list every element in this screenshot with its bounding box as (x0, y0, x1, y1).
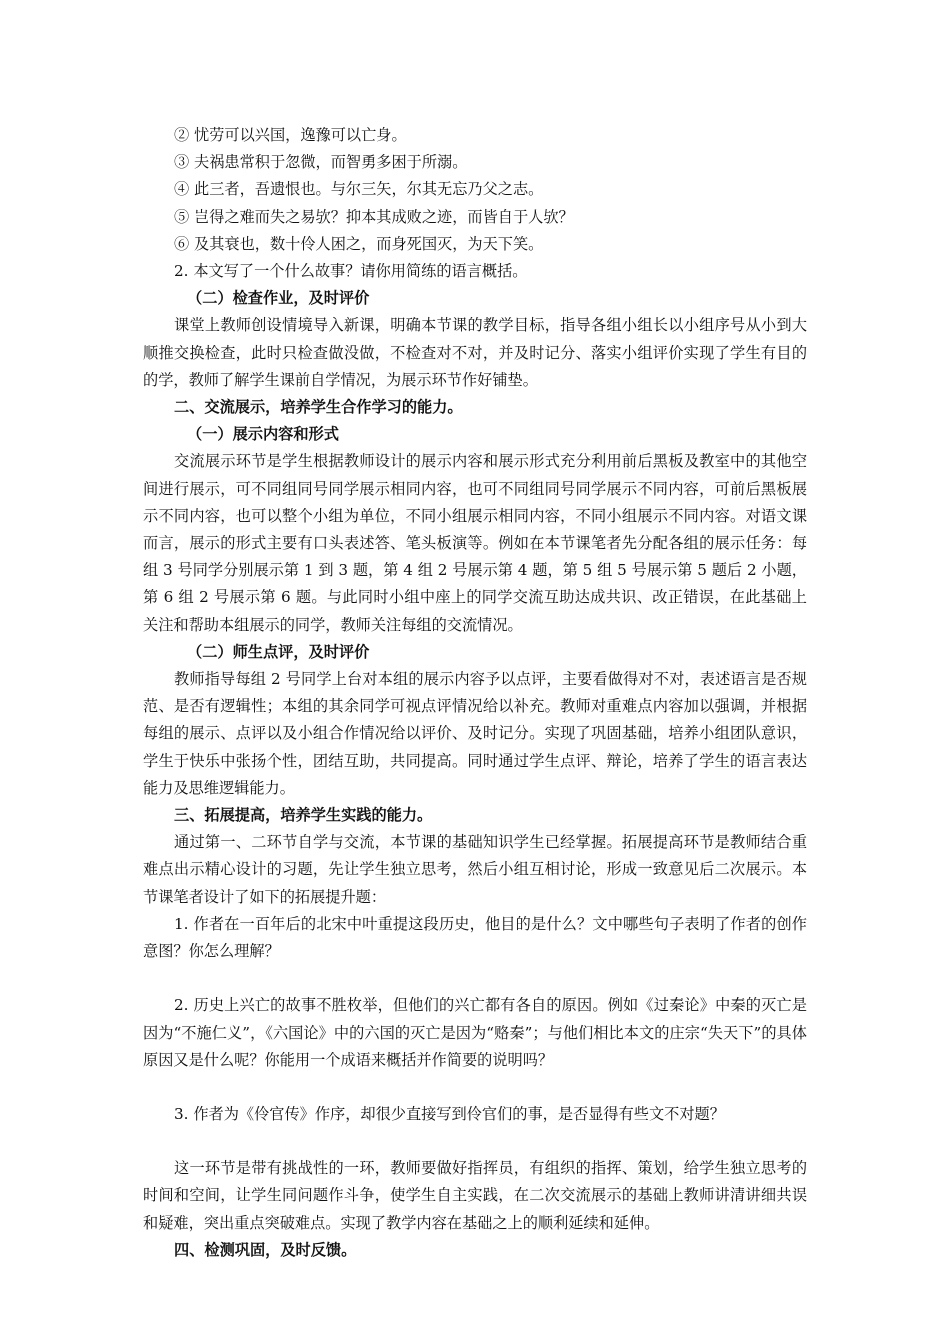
extension-question-2: 2. 历史上兴亡的故事不胜枚举，但他们的兴亡都有各自的原因。例如《过秦论》中秦的灭亡是因为“不施仁义”，《六国论》中的六国的灭亡是因为“赂秦”；与他们相比本文的庄宗“失天下”的具体原因又是什么呢？你能用一个成语来概括并作简要的说明吗？ (143, 996, 807, 1069)
paragraph-check-homework: 课堂上教师创设情境导入新课，明确本节课的教学目标，指导各组小组长以小组序号从小到大顺推交换检查，此时只检查做没做，不检查对不对，并及时记分、落实小组评价实现了学生有目的的学，教师了解学生课前自学情况，为展示环节作好铺垫。 (143, 316, 807, 389)
extension-question-1: 1. 作者在一百年后的北宋中叶重提这段历史，他目的是什么？文中哪些句子表明了作者的创作意图？你怎么理解？ (143, 914, 807, 961)
subheading-display-content: （一）展示内容和形式 (187, 425, 339, 444)
paragraph-peer-review: 教师指导每组 2 号同学上台对本组的展示内容予以点评，主要看做得对不对，表述语言是否规范、是否有逻辑性；本组的其余同学可视点评情况给以补充。教师对重难点内容加以强调，并根据每组的展示、点评以及小组合作情况给以评价、及时记分。实现了巩固基础，培养小组团队意识，学生于快乐中张扬个性，团结互助，共同提高。同时通过学生点评、辩论，培养了学生的语言表达能力及思维逻辑能力。 (143, 670, 807, 797)
spacer (143, 1074, 807, 1101)
spacer (143, 965, 807, 992)
subheading-peer-review: （二）师生点评，及时评价 (187, 642, 370, 661)
extension-question-3: 3. 作者为《伶官传》作序，却很少直接写到伶官们的事，是否显得有些文不对题？ (174, 1104, 725, 1123)
section-2-heading: 二、交流展示，培养学生合作学习的能力。 (174, 398, 463, 417)
spacer (143, 1128, 807, 1155)
paragraph-extension-intro: 通过第一、二环节自学与交流，本节课的基础知识学生已经掌握。拓展提高环节是教师结合重难点出示精心设计的习题，先让学生独立思考，然后小组互相讨论，形成一致意见后二次展示。本节课笔者设计了如下的拓展提升题： (143, 833, 807, 906)
document-page (143, 122, 807, 1264)
section-4-heading: 四、检测巩固，及时反馈。 (174, 1240, 357, 1259)
section-3-heading: 三、拓展提高，培养学生实践的能力。 (174, 806, 433, 825)
quote-item-6: ⑥ 及其衰也，数十伶人困之，而身死国灭，为天下笑。 (174, 234, 544, 253)
quote-item-3: ③ 夫祸患常积于忽微，而智勇多困于所溺。 (174, 153, 468, 172)
paragraph-extension-summary: 这一环节是带有挑战性的一环，教师要做好指挥员，有组织的指挥、策划，给学生独立思考的时间和空间，让学生同问题作斗争，使学生自主实践，在二次交流展示的基础上教师讲清讲细共误和疑难，突出重点突破难点。实现了教学内容在基础之上的顺利延续和延伸。 (143, 1159, 807, 1232)
subheading-check-homework: （二）检查作业，及时评价 (187, 289, 370, 308)
question-2-summary: 2. 本文写了一个什么故事？请你用简练的语言概括。 (174, 262, 528, 281)
quote-item-5: ⑤ 岂得之难而失之易欤？抑本其成败之迹，而皆自于人欤？ (174, 207, 574, 226)
paragraph-display-content: 交流展示环节是学生根据教师设计的展示内容和展示形式充分利用前后黑板及教室中的其他空间进行展示，可不同组同号同学展示相同内容，也可不同组同号同学展示不同内容，可前后黑板展示不同内容，也可以整个小组为单位，不同小组展示相同内容，不同小组展示不同内容。对语文课而言，展示的形式主要有口头表述答、笔头板演等。例如在本节课笔者先分配各组的展示任务：每组 3 号同学分别展示第 1 到 3 题，第 4 组 2 号展示第 4 题，第 5 组 5 号展示第 5 题后 2 小题，第 6 组 2 号展示第 6 题。与此同时小组中座上的同学交流互助达成共识、改正错误，在此基础上关注和帮助本组展示的同学，教师关注每组的交流情况。 (143, 452, 807, 634)
quote-item-2: ② 忧劳可以兴国，逸豫可以亡身。 (174, 126, 407, 144)
quote-item-4: ④ 此三者，吾遗恨也。与尔三矢，尔其无忘乃父之志。 (174, 180, 544, 199)
